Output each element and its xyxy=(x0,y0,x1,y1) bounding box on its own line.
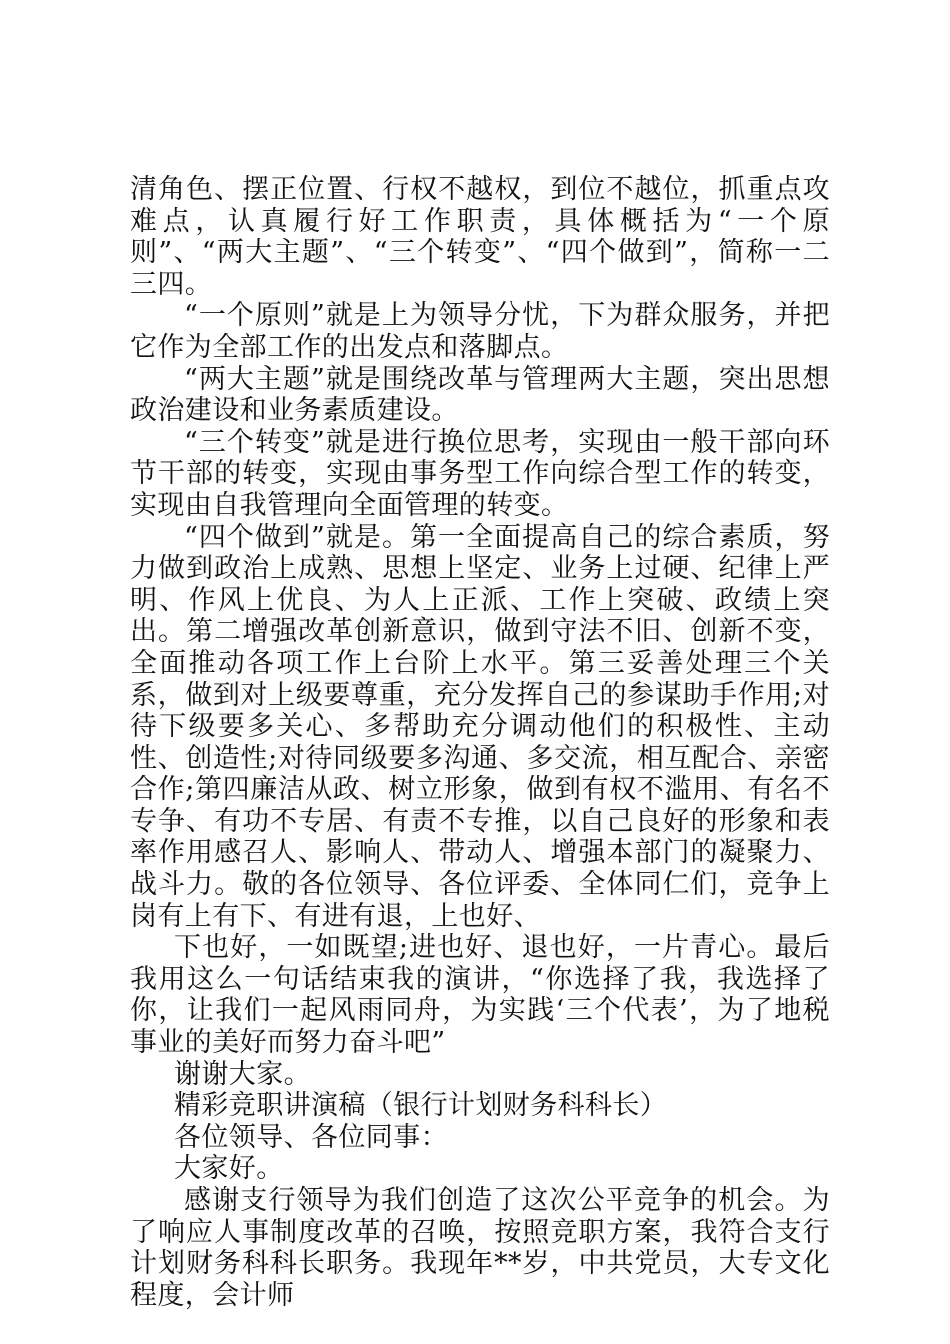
paragraph-one-principle: “一个原则”就是上为领导分忧，下为群众服务，并把它作为全部工作的出发点和落脚点。 xyxy=(130,300,830,363)
paragraph-four-achievements: “四个做到”就是。第一全面提高自己的综合素质，努力做到政治上成熟、思想上坚定、业务上过硬、纪律上严明、作风上优良、为人上正派、工作上突破、政绩上突出。第二增强改革创新意识，做到守法不旧、创新不变，全面推动各项工作上台阶上水平。第三妥善处理三个关系，做到对上级要尊重，充分发挥自己的参谋助手作用;对待下级要多关心、多帮助充分调动他们的积极性、主动性、创造性;对待同级要多沟通、多交流，相互配合、亲密合作;第四廉洁从政、树立形象，做到有权不滥用、有名不专争、有功不专居、有责不专推，以自己良好的形象和表率作用感召人、影响人、带动人、增强本部门的凝聚力、战斗力。敬的各位领导、各位评委、全体同仁们，竞争上岗有上有下、有进有退，上也好、 xyxy=(130,521,830,932)
document-body xyxy=(130,174,830,1311)
paragraph-two-themes: “两大主题”就是围绕改革与管理两大主题，突出思想政治建设和业务素质建设。 xyxy=(130,363,830,427)
paragraph-opening: 感谢支行领导为我们创造了这次公平竞争的机会。为了响应人事制度改革的召唤，按照竞职方案，我符合支行计划财务科科长职务。我现年**岁，中共党员，大专文化程度，会计师 xyxy=(130,1185,830,1311)
salutation: 各位领导、各位同事： xyxy=(174,1121,448,1153)
paragraph-three-changes: “三个转变”就是进行换位思考，实现由一般干部向环节干部的转变，实现由事务型工作向综合型工作的转变，实现由自我管理向全面管理的转变。 xyxy=(130,426,830,521)
paragraph-thanks: 谢谢大家。 xyxy=(174,1058,311,1090)
greeting: 大家好。 xyxy=(174,1153,284,1185)
paragraph-intro: 清角色、摆正位置、行权不越权，到位不越位，抓重点攻难点，认真履行好工作职责，具体概括为“一个原则”、“两大主题”、“三个转变”、“四个做到”，简称一二三四。 xyxy=(130,174,830,300)
paragraph-closing: 下也好，一如既望;进也好、退也好，一片青心。最后我用这么一句话结束我的演讲，“你选择了我，我选择了你，让我们一起风雨同舟，为实践‘三个代表’，为了地税事业的美好而努力奋斗吧” xyxy=(130,932,830,1059)
speech-title: 精彩竞职讲演稿（银行计划财务科科长） xyxy=(174,1090,668,1122)
